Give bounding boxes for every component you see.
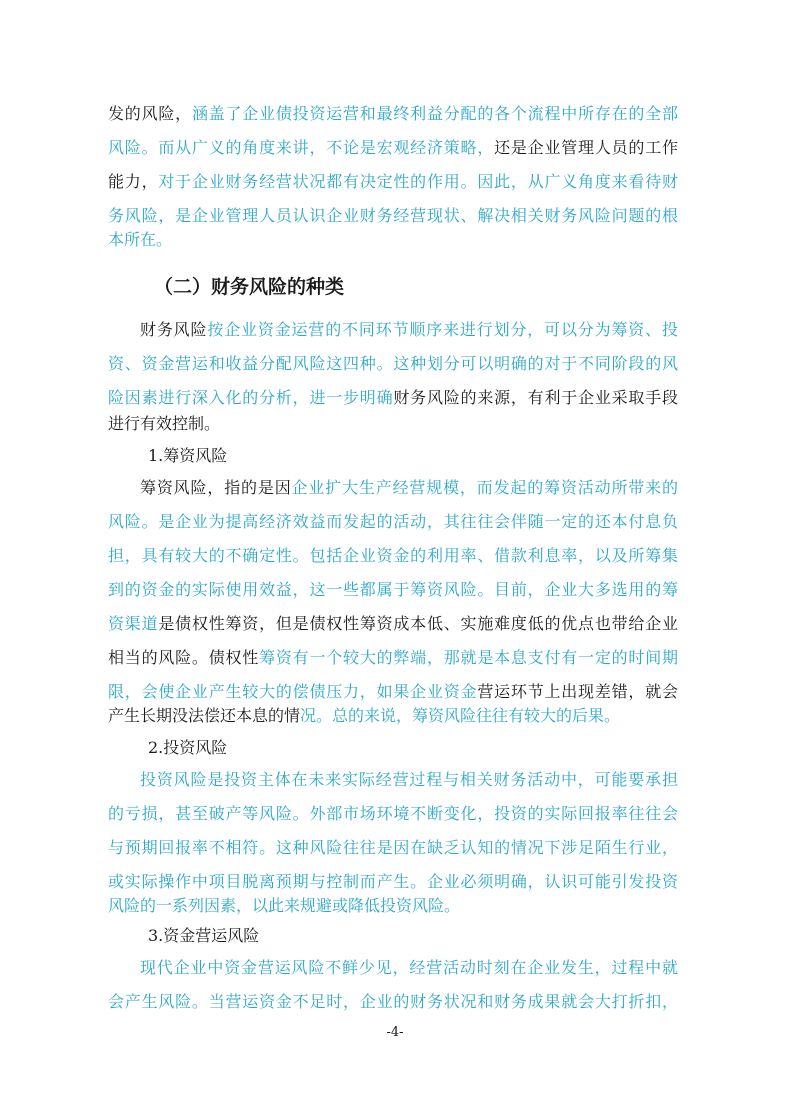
paragraph-line: 与预期回报率不相符。这种风险往往是因在缺乏认知的情况下涉足陌生行业，	[108, 838, 678, 857]
paragraph-line: 资、资金营运和收益分配风险这四种。这种划分可以明确的对于不同阶段的风	[108, 354, 678, 373]
page-number: -4-	[386, 1025, 404, 1040]
paragraph-line: 筹资风险，指的是因企业扩大生产经营规模，而发起的筹资活动所带来的	[140, 478, 678, 497]
paragraph-line: 会产生风险。当营运资金不足时，企业的财务状况和财务成果就会大打折扣，	[108, 992, 678, 1011]
paragraph-line: 资渠道是债权性筹资，但是债权性筹资成本低、实施难度低的优点也带给企业	[108, 614, 678, 633]
paragraph-line: 进行有效控制。	[108, 414, 221, 433]
subsection-title: 1.筹资风险	[148, 446, 228, 465]
paragraph-line: 担，具有较大的不确定性。包括企业资金的利用率、借款利息率，以及所筹集	[108, 546, 678, 565]
paragraph-line: 投资风险是投资主体在未来实际经营过程与相关财务活动中，可能要承担	[140, 770, 678, 789]
paragraph-line: 风险。而从广义的角度来讲，不论是宏观经济策略，还是企业管理人员的工作	[108, 138, 678, 157]
subsection-title: 2.投资风险	[148, 738, 228, 757]
subsection-title: 3.资金营运风险	[148, 926, 260, 945]
paragraph-line: 到的资金的实际使用效益，这一些都属于筹资风险。目前，企业大多选用的筹	[108, 580, 678, 599]
paragraph-line: 的亏损，甚至破产等风险。外部市场环境不断变化，投资的实际回报率往往会	[108, 804, 678, 823]
paragraph-line: 险因素进行深入化的分析，进一步明确财务风险的来源，有利于企业采取手段	[108, 388, 678, 407]
paragraph-line: 能力，对于企业财务经营状况都有决定性的作用。因此，从广义角度来看待财	[108, 172, 678, 191]
paragraph-line: 风险的一系列因素，以此来规避或降低投资风险。	[108, 896, 461, 915]
paragraph-line: 发的风险，涵盖了企业债投资运营和最终利益分配的各个流程中所存在的全部	[108, 104, 678, 123]
section-heading: （二）财务风险的种类	[154, 276, 345, 298]
paragraph-line: 相当的风险。债权性筹资有一个较大的弊端，那就是本息支付有一定的时间期	[108, 648, 678, 667]
paragraph-line: 产生长期没法偿还本息的情况。总的来说，筹资风险往往有较大的后果。	[108, 706, 621, 725]
paragraph-line: 或实际操作中项目脱离预期与控制而产生。企业必须明确，认识可能引发投资	[108, 872, 678, 891]
paragraph-line: 风险。是企业为提高经济效益而发起的活动，其往往会伴随一定的还本付息负	[108, 512, 678, 531]
paragraph-line: 现代企业中资金营运风险不鲜少见，经营活动时刻在企业发生，过程中就	[140, 958, 678, 977]
paragraph-line: 限，会使企业产生较大的偿债压力，如果企业资金营运环节上出现差错，就会	[108, 682, 678, 701]
paragraph-line: 务风险，是企业管理人员认识企业财务经营现状、解决相关财务风险问题的根	[108, 206, 678, 225]
paragraph-line: 财务风险按企业资金运营的不同环节顺序来进行划分，可以分为筹资、投	[140, 320, 678, 339]
paragraph-line: 本所在。	[108, 230, 173, 249]
